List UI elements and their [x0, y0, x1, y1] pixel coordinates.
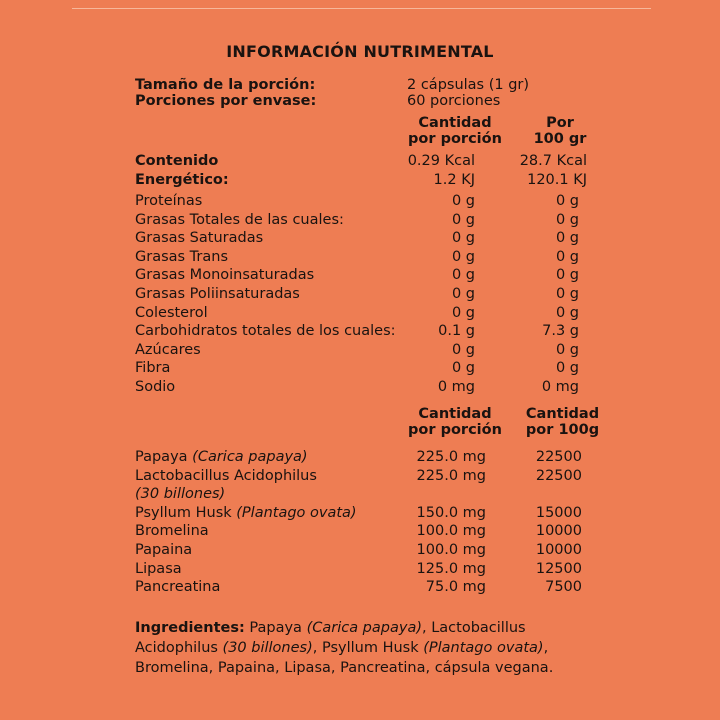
ingredient-per100: 22500 [535, 449, 582, 465]
nutrient-portion: 0 g [451, 267, 475, 284]
header-line: Cantidad [418, 406, 492, 422]
energy-label-1: Contenido [135, 153, 219, 169]
nutrient-portion: 0 g [451, 341, 475, 358]
nutrient-per100: 0 g [555, 304, 579, 321]
nutrient-portion: 0.1 g [438, 323, 475, 340]
nutrient-name: Grasas Poliinsaturadas [135, 286, 300, 302]
nutrient-portion: 0 mg [437, 379, 475, 395]
ingredient-name [135, 467, 317, 485]
nutrient-per100: 0 g [555, 211, 579, 228]
ingredient-name [135, 560, 182, 578]
header-line: Por [546, 115, 574, 131]
nutrient-per100: 0 g [555, 230, 579, 247]
ingredient-portion: 100.0 mg [416, 542, 486, 558]
ingredient-portion: 225.0 mg [416, 449, 486, 465]
nutrient-name: Grasas Trans [135, 248, 229, 265]
nutrient-name: Grasas Totales de las cuales: [135, 211, 344, 228]
ingredients-part: , Bromelina, Papaina, Lipasa, Pancreatina, cápsula vegana. [135, 640, 554, 676]
nutrient-portion: 0 g [451, 360, 475, 377]
nutrient-name: Fibra [135, 360, 171, 377]
top-divider [72, 8, 651, 9]
serving-size-value: 2 cápsulas (1 gr) [407, 77, 530, 93]
ingredient-latin-name: (Carica papaya) [192, 449, 308, 465]
ingredient-name [135, 504, 357, 522]
servings-per-container-label: Porciones por envase: [135, 93, 317, 109]
ingredient-portion: 100.0 mg [416, 523, 486, 540]
energy-kj-portion: 1.2 KJ [433, 172, 475, 188]
nutrients-col2-header [515, 115, 605, 147]
ingredients-col1-header [400, 406, 510, 438]
ingredient-name-text: Psyllum Husk [135, 504, 237, 521]
nutrient-per100: 7.3 g [542, 323, 579, 340]
energy-kcal-portion: 0.29 Kcal [407, 153, 475, 169]
nutrient-portion: 0 g [451, 304, 475, 321]
ingredient-portion: 225.0 mg [416, 467, 486, 484]
ingredient-name [135, 448, 308, 466]
ingredient-name-text: Pancreatina [135, 579, 221, 596]
header-line: Cantidad [418, 115, 492, 131]
header-line: Cantidad [525, 406, 600, 422]
ingredients-part: , Lactobacillus Acidophilus [135, 620, 526, 656]
header-line: por 100g [525, 422, 600, 438]
ingredients-latin: (Plantago ovata) [423, 640, 544, 656]
ingredient-per100: 10000 [535, 523, 582, 540]
nutrient-per100: 0 g [555, 267, 579, 284]
ingredient-name [135, 522, 209, 540]
ingredient-portion: 125.0 mg [416, 560, 486, 577]
nutrient-name: Sodio [135, 379, 176, 395]
nutrient-per100: 0 g [555, 248, 579, 265]
nutrient-portion: 0 g [451, 286, 475, 302]
ingredient-portion: 150.0 mg [416, 504, 486, 521]
ingredients-latin: (30 billones) [222, 640, 313, 656]
ingredient-per100: 10000 [535, 542, 582, 558]
ingredient-latin-name: (30 billones) [135, 486, 226, 503]
nutrient-portion: 0 g [451, 211, 475, 228]
nutrient-per100: 0 g [555, 286, 579, 302]
nutrient-name: Colesterol [135, 304, 208, 321]
nutrient-name: Grasas Monoinsaturadas [135, 267, 315, 284]
ingredients-text [135, 618, 595, 678]
ingredient-latin-name: (Plantago ovata) [236, 504, 357, 521]
nutrient-per100: 0 g [555, 193, 579, 209]
ingredient-name-text: Lipasa [135, 560, 182, 577]
energy-kj-100: 120.1 KJ [527, 172, 587, 188]
header-line: 100 gr [533, 131, 587, 147]
ingredient-name [135, 485, 225, 503]
nutrient-portion: 0 g [451, 230, 475, 247]
page-title: INFORMACIÓN NUTRIMENTAL [226, 42, 494, 61]
nutrient-name: Azúcares [135, 341, 201, 358]
nutrient-portion: 0 g [451, 248, 475, 265]
nutrient-per100: 0 g [555, 341, 579, 358]
nutrient-name: Proteínas [135, 193, 203, 209]
energy-label-2: Energético: [135, 172, 229, 188]
ingredient-name-text: Lactobacillus Acidophilus [135, 467, 317, 484]
ingredients-label: Ingredientes: [135, 620, 245, 636]
nutrient-name: Grasas Saturadas [135, 230, 264, 247]
ingredient-portion: 75.0 mg [425, 579, 486, 596]
ingredient-name [135, 541, 192, 559]
ingredient-per100: 12500 [535, 560, 582, 577]
ingredients-part: , Psyllum Husk [312, 640, 424, 656]
ingredient-per100: 15000 [535, 504, 582, 521]
ingredients-part: Papaya [244, 620, 307, 636]
ingredient-per100: 7500 [545, 579, 582, 596]
energy-kcal-100: 28.7 Kcal [519, 153, 587, 169]
nutrients-col1-header [400, 115, 510, 147]
nutrient-per100: 0 g [555, 360, 579, 377]
nutrient-name: Carbohidratos totales de los cuales: [135, 323, 396, 340]
ingredient-name-text: Papaya [135, 449, 193, 465]
ingredient-name-text: Bromelina [135, 523, 209, 540]
ingredient-per100: 22500 [535, 467, 582, 484]
ingredients-col2-header [515, 406, 610, 438]
nutrient-per100: 0 mg [541, 379, 579, 395]
serving-size-label: Tamaño de la porción: [135, 77, 316, 93]
header-line: por porción [408, 131, 502, 147]
nutrient-portion: 0 g [451, 193, 475, 209]
ingredient-name [135, 578, 220, 596]
header-line: por porción [408, 422, 502, 438]
servings-per-container-value: 60 porciones [407, 93, 501, 109]
ingredients-latin: (Carica papaya) [306, 620, 422, 636]
ingredient-name-text: Papaina [135, 542, 193, 558]
